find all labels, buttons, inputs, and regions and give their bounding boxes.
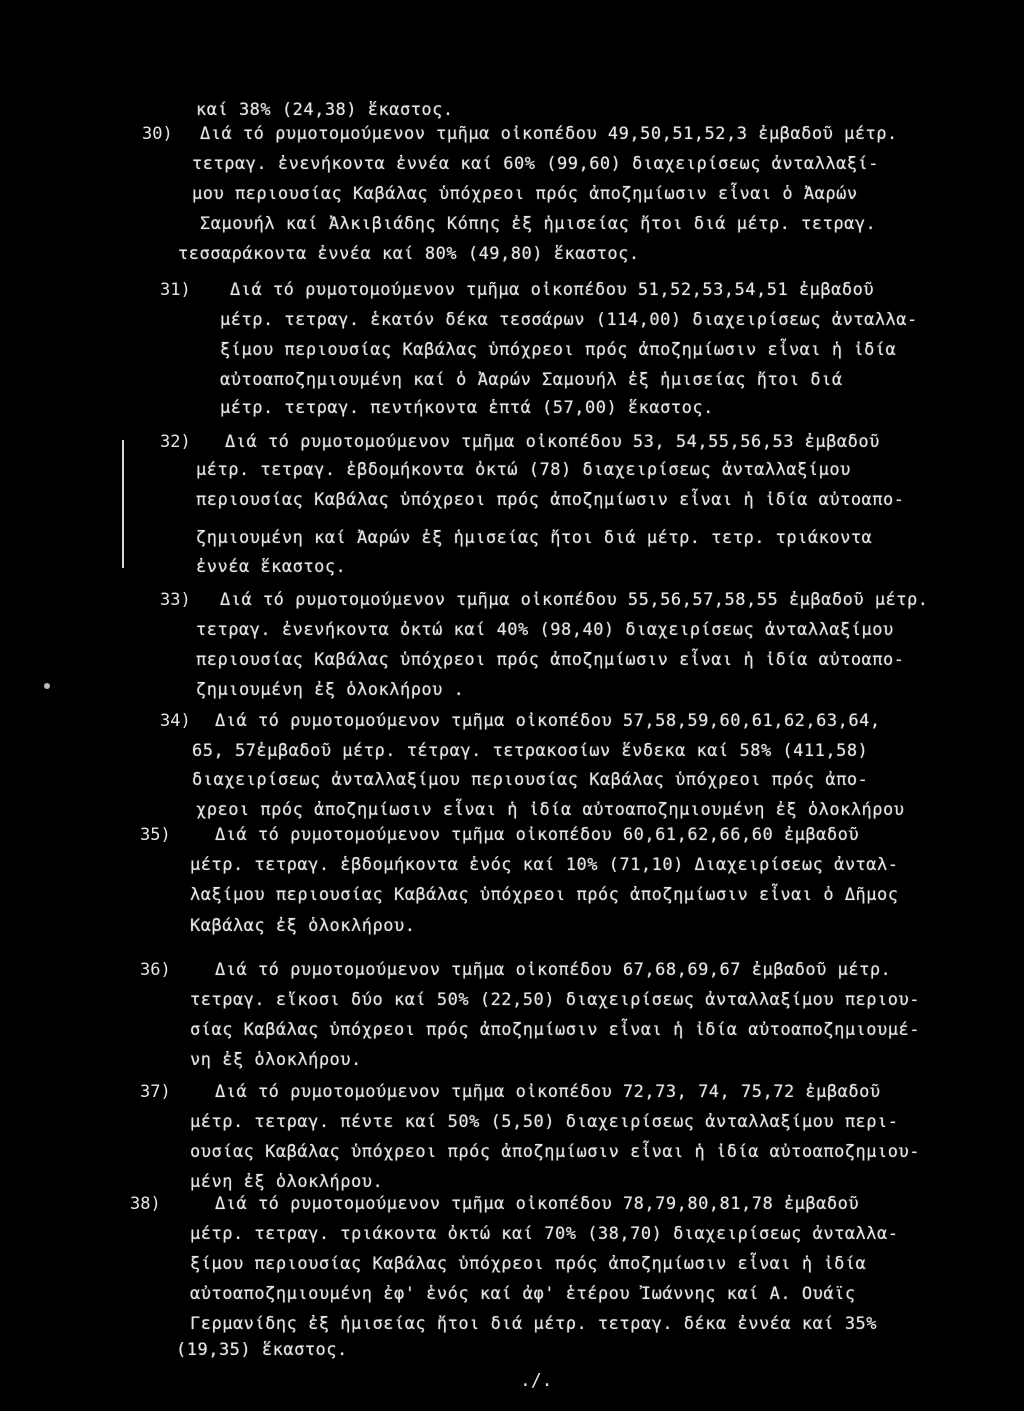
item-number: 31) xyxy=(160,280,191,300)
text-line: ζημιουμένη καί Ἀαρών ἐξ ἡμισείας ἤτοι διά μέτρ. τετρ. τριάκοντα xyxy=(196,528,873,548)
text-line: ζημιουμένη ἐξ ὁλοκλήρου . xyxy=(196,680,465,700)
text-line: Διά τό ρυμοτομούμενον τμῆμα οἰκοπέδου 57,58,59,60,61,62,63,64, xyxy=(215,711,881,731)
text-line: ουσίας Καβάλας ὑπόχρεοι πρός ἀποζημίωσιν εἶναι ἡ ἰδία αὐτοαποζημιου- xyxy=(190,1142,920,1162)
text-line: Σαμουήλ καί Ἀλκιβιάδης Κόπης ἐξ ἡμισείας ἤτοι διά μέτρ. τετραγ. xyxy=(200,214,877,234)
item-number: 38) xyxy=(130,1194,161,1214)
item-number: 37) xyxy=(140,1082,171,1102)
text-line: τετραγ. ἐνενήκοντα ἐννέα καί 60% (99,60) διαχειρίσεως ἀνταλλαξί- xyxy=(192,154,880,174)
item-number: 30) xyxy=(142,124,173,144)
text-line: αὐτοαποζημιουμένη καί ὁ Ἀαρών Σαμουήλ ἐξ ἡμισείας ἤτοι διά xyxy=(220,370,843,390)
text-line: περιουσίας Καβάλας ὑπόχρεοι πρός ἀποζημίωσιν εἶναι ἡ ἰδία αὐτοαπο- xyxy=(196,490,905,510)
text-line: μέτρ. τετραγ. ἑβδομήκοντα ἑνός καί 10% (71,10) Διαχειρίσεως ἀνταλ- xyxy=(190,855,899,875)
text-line: μέτρ. τετραγ. πεντήκοντα ἑπτά (57,00) ἕκαστος. xyxy=(220,398,714,418)
margin-mark xyxy=(44,683,50,689)
text-line: σίας Καβάλας ὑπόχρεοι πρός ἀποζημίωσιν εἶναι ἡ ἰδία αὐτοαποζημιουμέ- xyxy=(190,1020,920,1040)
footer-mark: ./. xyxy=(520,1370,553,1391)
item-number: 34) xyxy=(160,711,191,731)
text-line: τετραγ. ἐνενήκοντα ὀκτώ καί 40% (98,40) διαχειρίσεως ἀνταλλαξίμου xyxy=(196,620,894,640)
text-line: ἐννέα ἕκαστος. xyxy=(196,557,347,577)
text-line: διαχειρίσεως ἀνταλλαξίμου περιουσίας Καβάλας ὑπόχρεοι πρός ἀπο- xyxy=(192,770,869,790)
text-line: περιουσίας Καβάλας ὑπόχρεοι πρός ἀποζημίωσιν εἶναι ἡ ἰδία αὐτοαπο- xyxy=(196,650,905,670)
item-number: 35) xyxy=(140,825,171,845)
text-line: Διά τό ρυμοτομούμενον τμῆμα οἰκοπέδου 60,61,62,66,60 ἐμβαδοῦ xyxy=(215,825,860,845)
item-number: 32) xyxy=(160,432,191,452)
text-line: τεσσαράκοντα ἐννέα καί 80% (49,80) ἕκαστος. xyxy=(178,244,640,264)
text-line: Διά τό ρυμοτομούμενον τμῆμα οἰκοπέδου 55,56,57,58,55 ἐμβαδοῦ μέτρ. xyxy=(220,590,929,610)
item-number: 36) xyxy=(140,960,171,980)
text-line: Διά τό ρυμοτομούμενον τμῆμα οἰκοπέδου 78,79,80,81,78 ἐμβαδοῦ xyxy=(215,1194,860,1214)
text-line: (19,35) ἕκαστος. xyxy=(176,1340,348,1360)
text-line: καί 38% (24,38) ἕκαστος. xyxy=(196,100,454,120)
text-line: μέτρ. τετραγ. τριάκοντα ὀκτώ καί 70% (38,70) διαχειρίσεως ἀνταλλα- xyxy=(190,1224,899,1244)
text-line: νη ἐξ ὁλοκλήρου. xyxy=(190,1050,362,1070)
text-line: Διά τό ρυμοτομούμενον τμῆμα οἰκοπέδου 67,68,69,67 ἐμβαδοῦ μέτρ. xyxy=(215,960,892,980)
text-line: 65, 57ἐμβαδοῦ μέτρ. τέτραγ. τετρακοσίων ἕνδεκα καί 58% (411,58) xyxy=(192,741,869,761)
text-line: ξίμου περιουσίας Καβάλας ὑπόχρεοι πρός ἀποζημίωσιν εἶναι ἡ ἰδία xyxy=(220,340,897,360)
margin-bracket xyxy=(122,440,124,568)
text-line: μου περιουσίας Καβάλας ὑπόχρεοι πρός ἀποζημίωσιν εἶναι ὁ Ἀαρών xyxy=(192,184,858,204)
text-line: μέτρ. τετραγ. ἑβδομήκοντα ὀκτώ (78) διαχειρίσεως ἀνταλλαξίμου xyxy=(196,460,851,480)
text-line: Καβάλας ἐξ ὁλοκλήρου. xyxy=(190,916,416,936)
text-line: Διά τό ρυμοτομούμενον τμῆμα οἰκοπέδου 49,50,51,52,3 ἐμβαδοῦ μέτρ. xyxy=(200,124,898,144)
text-line: Διά τό ρυμοτομούμενον τμῆμα οἰκοπέδου 51,52,53,54,51 ἐμβαδοῦ xyxy=(230,280,875,300)
text-line: χρεοι πρός ἀποζημίωσιν εἶναι ἡ ἰδία αὐτοαποζημιουμένη ἐξ ὁλοκλήρου xyxy=(196,800,905,820)
text-line: μέτρ. τετραγ. πέντε καί 50% (5,50) διαχειρίσεως ἀνταλλαξίμου περι- xyxy=(190,1112,899,1132)
text-line: τετραγ. εἴκοσι δύο καί 50% (22,50) διαχειρίσεως ἀνταλλαξίμου περιου- xyxy=(190,990,920,1010)
text-line: λαξίμου περιουσίας Καβάλας ὑπόχρεοι πρός ἀποζημίωσιν εἶναι ὁ Δῆμος xyxy=(190,885,899,905)
item-number: 33) xyxy=(160,590,191,610)
text-line: Διά τό ρυμοτομούμενον τμῆμα οἰκοπέδου 53, 54,55,56,53 ἐμβαδοῦ xyxy=(225,432,880,452)
text-line: μέτρ. τετραγ. ἑκατόν δέκα τεσσάρων (114,00) διαχειρίσεως ἀνταλλα- xyxy=(220,310,918,330)
text-line: μένη ἐξ ὁλοκλήρου. xyxy=(190,1172,384,1192)
text-line: Γερμανίδης ἐξ ἡμισείας ἤτοι διά μέτρ. τετραγ. δέκα ἐννέα καί 35% xyxy=(190,1314,878,1334)
text-line: Διά τό ρυμοτομούμενον τμῆμα οἰκοπέδου 72,73, 74, 75,72 ἐμβαδοῦ xyxy=(215,1082,881,1102)
text-line: αὐτοαποζημιουμένη ἐφ' ἑνός καί ἀφ' ἑτέρου Ἰωάννης καί Α. Ουάϊς xyxy=(190,1284,856,1304)
text-line: ξίμου περιουσίας Καβάλας ὑπόχρεοι πρός ἀποζημίωσιν εἶναι ἡ ἰδία xyxy=(190,1254,867,1274)
